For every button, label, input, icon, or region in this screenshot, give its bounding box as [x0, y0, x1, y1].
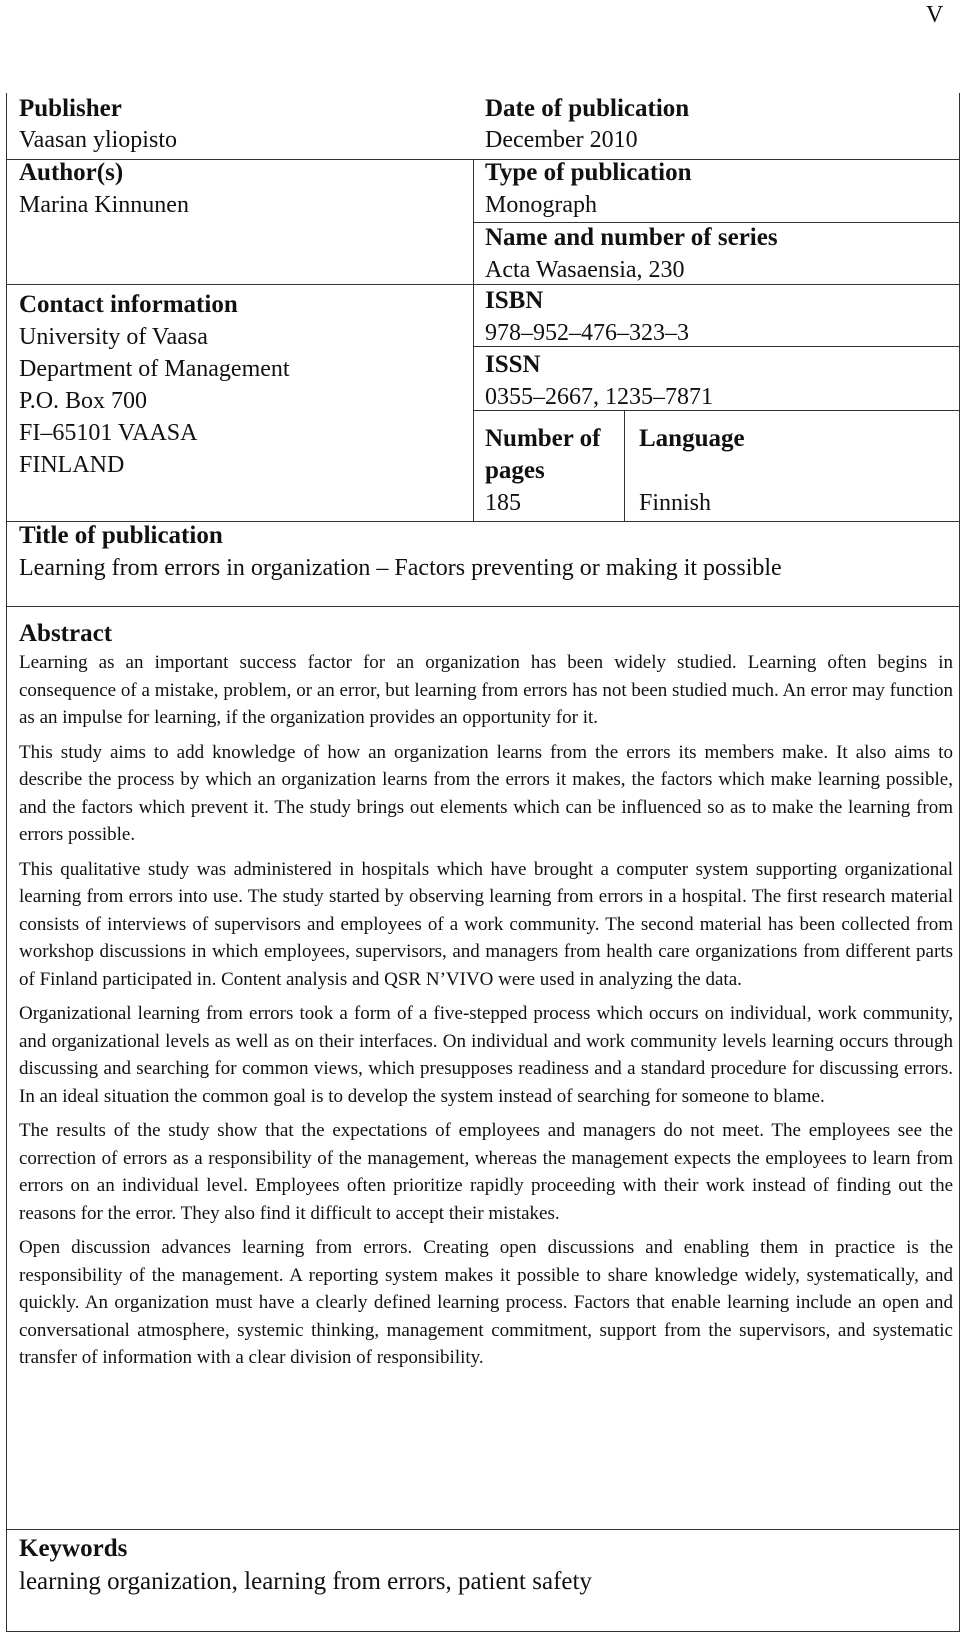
- issn-value: 0355–2667, 1235–7871: [485, 384, 713, 410]
- title-value: Learning from errors in organization – Factors preventing or making it possible: [19, 555, 782, 581]
- contact-label: Contact information: [19, 291, 238, 318]
- abstract-paragraph: Open discussion advances learning from errors. Creating open discussions and enabling them in practice is the responsibility of the management. A reporting system makes it possible to share knowledge widely, systematically, and quickly. An organization must have a clearly defined learning process. Factors that enable learning include an open and conversational atmosphere, systemic thinking, management commitment, support from the supervisors, and systematic transfer of information with a clear division of responsibility.: [19, 1237, 953, 1368]
- contact-line: University of Vaasa: [19, 324, 208, 350]
- authors-value: Marina Kinnunen: [19, 192, 189, 218]
- language-label: Language: [639, 425, 745, 452]
- authors-label: Author(s): [19, 159, 124, 186]
- language-value: Finnish: [639, 490, 712, 516]
- date-value: December 2010: [485, 127, 638, 153]
- series-value: Acta Wasaensia, 230: [485, 257, 685, 283]
- abstract-paragraph: This qualitative study was administered in hospitals which have brought a computer system supporting organizational learning from errors into use. The study started by observing learning from errors in a hospital. The first research material consists of interviews of supervisors and employees of a work community. The second material has been collected from workshop discussions in which employees, supervisors, and managers from health care organizations from different parts of Finland participated in. Content analysis and QSR N’VIVO were used in analyzing the data.: [19, 858, 953, 990]
- contact-line: P.O. Box 700: [19, 388, 148, 414]
- title-label: Title of publication: [19, 522, 223, 549]
- keywords-label: Keywords: [19, 1535, 128, 1562]
- isbn-label: ISBN: [485, 287, 544, 314]
- pages-value: 185: [485, 490, 521, 516]
- contact-address: [19, 321, 290, 481]
- divider-line: [7, 284, 959, 285]
- abstract-label: Abstract: [19, 620, 113, 647]
- isbn-value: 978–952–476–323–3: [485, 320, 689, 346]
- abstract-paragraph: This study aims to add knowledge of how an organization learns from the errors its members make. It also aims to describe the process by which an organization learns from the errors it makes, the factors which make learning possible, and the factors which prevent it. The study brings out elements which can be influenced so as to make the learning from errors possible.: [19, 741, 953, 845]
- abstract-paragraph: Organizational learning from errors took a form of a five-stepped process which occurs on individual, work community, and organizational levels as well as on their interfaces. On individual and work community levels learning occurs through discussing and searching for common views, which presupposes readiness and a standard procedure for discussing errors. In an ideal situation the common goal is to develop the system instead of searching for someone to blame.: [19, 1003, 953, 1107]
- abstract-text: [19, 649, 953, 1379]
- date-label: Date of publication: [485, 95, 690, 122]
- divider-line: [7, 1529, 959, 1530]
- keywords-value: learning organization, learning from errors, patient safety: [19, 1568, 592, 1595]
- contact-line: FINLAND: [19, 452, 125, 478]
- type-label: Type of publication: [485, 159, 692, 186]
- issn-label: ISSN: [485, 351, 541, 378]
- pages-label: Number of pages: [485, 425, 601, 484]
- page-number: V: [926, 2, 944, 28]
- contact-line: FI–65101 VAASA: [19, 420, 198, 446]
- series-label: Name and number of series: [485, 224, 778, 251]
- publisher-label: Publisher: [19, 95, 122, 122]
- divider-line: [473, 159, 474, 521]
- divider-line: [7, 606, 959, 607]
- contact-line: Department of Management: [19, 356, 290, 382]
- abstract-paragraph: Learning as an important success factor for an organization has been widely studied. Learning often begins in consequence of a mistake, problem, or an error, but learning from errors has not been studied much. An error may function as an impulse for learning, if the organization provides an opportunity for it.: [19, 652, 953, 728]
- divider-line: [7, 159, 959, 160]
- type-value: Monograph: [485, 192, 597, 218]
- abstract-paragraph: The results of the study show that the expectations of employees and managers do not meet. The employees see the correction of errors as a responsibility of the management, whereas the management expects the employees to learn from errors on an individual level. Employees often prioritize rapidly proceeding with their work instead of finding out the reasons for the error. They also find it difficult to accept their mistakes.: [19, 1120, 953, 1224]
- publisher-value: Vaasan yliopisto: [19, 127, 177, 153]
- description-form: [6, 93, 960, 1632]
